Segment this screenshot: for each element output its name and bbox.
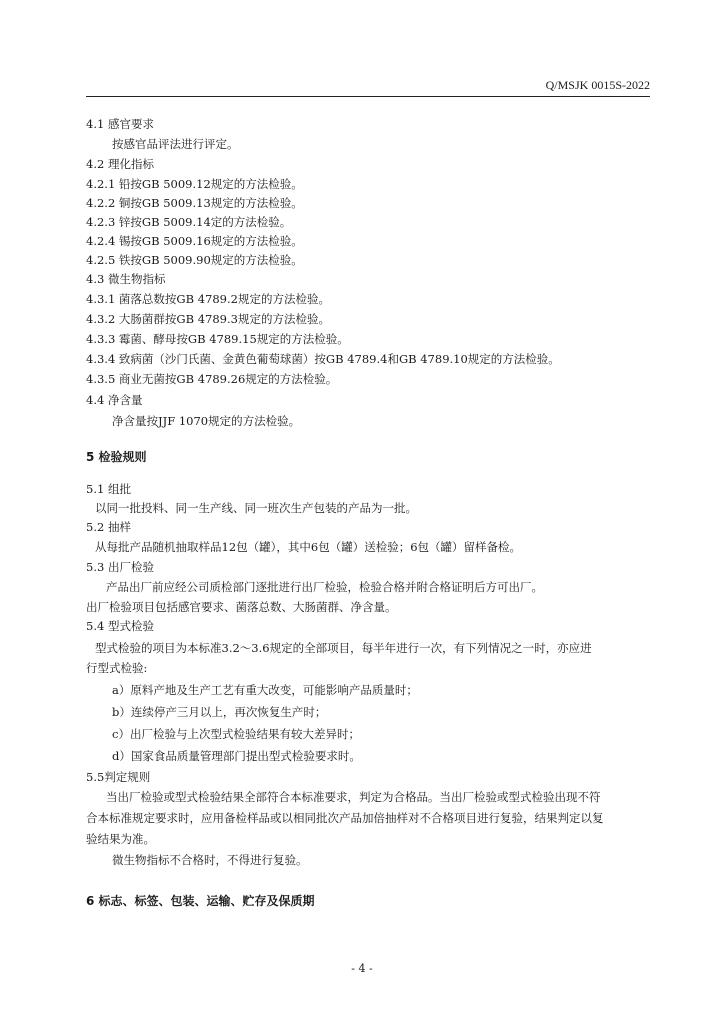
clause-5-3-text: 产品出厂前应经公司质检部门逐批进行出厂检验，检验合格并附合格证明后方可出厂。 <box>106 580 543 594</box>
clause-4-3-3: 4.3.3 霉菌、酵母按GB 4789.15规定的方法检验。 <box>86 332 349 346</box>
clause-4-3-4: 4.3.4 致病菌（沙门氏菌、金黄色葡萄球菌）按GB 4789.4和GB 4789.10规定的方法检验。 <box>86 352 560 366</box>
clause-4-4-heading: 4.4 净含量 <box>86 393 143 407</box>
section-6-heading: 6 标志、标签、包装、运输、贮存及保质期 <box>86 894 315 908</box>
clause-4-2-heading: 4.2 理化指标 <box>86 157 154 171</box>
section-5-heading: 5 检验规则 <box>86 450 147 464</box>
clause-5-5-note: 微生物指标不合格时，不得进行复验。 <box>112 853 308 867</box>
clause-5-5-text-end: 验结果为准。 <box>86 832 155 846</box>
clause-4-1-heading: 4.1 感官要求 <box>86 117 154 131</box>
clause-4-1-text: 按感官品评法进行评定。 <box>112 137 239 151</box>
clause-4-2-2: 4.2.2 铜按GB 5009.13规定的方法检验。 <box>86 196 303 210</box>
clause-5-3-items: 出厂检验项目包括感官要求、菌落总数、大肠菌群、净含量。 <box>86 600 397 614</box>
clause-5-2-text: 从每批产品随机抽取样品12包（罐），其中6包（罐）送检验；6包（罐）留样备检。 <box>95 540 522 554</box>
page-number: - 4 - <box>351 962 373 975</box>
clause-4-3-5: 4.3.5 商业无菌按GB 4789.26规定的方法检验。 <box>86 372 338 386</box>
clause-4-4-text: 净含量按JJF 1070规定的方法检验。 <box>112 414 301 428</box>
clause-5-1-text: 以同一批投料、同一生产线、同一班次生产包装的产品为一批。 <box>95 501 417 515</box>
clause-4-2-3: 4.2.3 锌按GB 5009.14定的方法检验。 <box>86 215 292 229</box>
header-rule <box>86 96 650 97</box>
clause-5-5-heading: 5.5判定规则 <box>86 770 151 784</box>
clause-5-4-item-a: a）原料产地及生产工艺有重大改变，可能影响产品质量时； <box>112 683 418 697</box>
clause-5-4-heading: 5.4 型式检验 <box>86 619 154 633</box>
clause-5-4-item-b: b）连续停产三月以上，再次恢复生产时； <box>112 705 327 719</box>
clause-5-4-text: 型式检验的项目为本标准3.2～3.6规定的全部项目，每半年进行一次，有下列情况之一时，亦应进 <box>95 641 592 655</box>
clause-5-5-text: 当出厂检验或型式检验结果全部符合本标准要求，判定为合格品。当出厂检验或型式检验出现不符 <box>106 790 601 804</box>
clause-5-4-text-cont: 行型式检验: <box>86 661 148 675</box>
clause-4-3-1: 4.3.1 菌落总数按GB 4789.2规定的方法检验。 <box>86 292 330 306</box>
clause-4-2-4: 4.2.4 锡按GB 5009.16规定的方法检验。 <box>86 234 303 248</box>
clause-5-2-heading: 5.2 抽样 <box>86 520 131 534</box>
clause-4-3-2: 4.3.2 大肠菌群按GB 4789.3规定的方法检验。 <box>86 312 330 326</box>
clause-4-2-1: 4.2.1 铅按GB 5009.12规定的方法检验。 <box>86 177 303 191</box>
document-code: Q/MSJK 0015S-2022 <box>545 78 650 92</box>
clause-5-4-item-c: c）出厂检验与上次型式检验结果有较大差异时； <box>112 727 360 741</box>
clause-5-3-heading: 5.3 出厂检验 <box>86 560 154 574</box>
clause-5-4-item-d: d）国家食品质量管理部门提出型式检验要求时。 <box>112 749 361 763</box>
clause-5-5-text-cont: 合本标准规定要求时，应用备检样品或以相同批次产品加倍抽样对不合格项目进行复验，结果判定以复 <box>86 811 604 825</box>
clause-5-1-heading: 5.1 组批 <box>86 482 131 496</box>
clause-4-2-5: 4.2.5 铁按GB 5009.90规定的方法检验。 <box>86 253 303 267</box>
clause-4-3-heading: 4.3 微生物指标 <box>86 272 166 286</box>
